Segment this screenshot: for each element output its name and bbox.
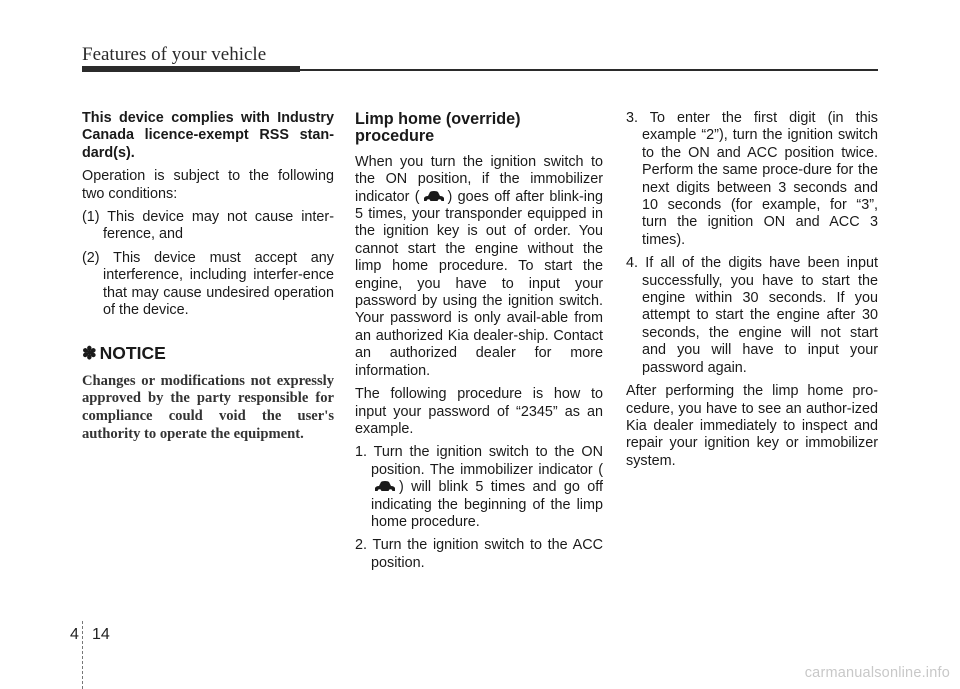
limp-home-intro [355,154,603,380]
step-1-text-a: 1. Turn the ignition switch to the ON position. The immobilizer indicator ( [355,444,603,478]
intro-text-a: When you turn the ignition switch to the ON position, if the immobilizer indicator ( [355,153,603,205]
condition-1: (1) This device may not cause inter-ference, and [82,209,334,243]
step-3: 3. To enter the first digit (in this example “2”), turn the ignition switch to the ON and ACC position twice. Perform the same proce-dure for the next digits between 3 seconds and 10 seconds (for example, for “3”, turn the ignition ON and ACC 3 times). [626,110,878,248]
conditions-intro: Operation is subject to the following two conditions: [82,168,334,202]
notice-text: Changes or modifications not expressly approved by the party responsible for compliance could void the user's authority to operate the equipment. [82,372,334,442]
after-procedure-text: After performing the limp home pro-cedure, you have to see an author-ized Kia dealer immediately to inspect and repair your ignition key or immobilizer system. [626,383,878,469]
footer-divider [82,621,85,689]
header-rule-thin [300,69,878,71]
header-rule-thick [82,66,300,72]
intro-text-b: ) goes off after blink-ing 5 times, your transponder equipped in the ignition key is out of order. You cannot start the engine without the limp home procedure. To start the engine, you have to input your password by using the ignition switch. Your password is only avail-able from an authorized Kia dealer-ship. Contact an authorized dealer for more information. [355,188,603,379]
compliance-statement: This device complies with Industry Canada licence-exempt RSS stan-dard(s). [82,110,334,161]
step-2: 2. Turn the ignition switch to the ACC position. [355,537,603,571]
car-key-indicator-icon [422,190,446,203]
step-4: 4. If all of the digits have been input successfully, you have to start the engine within 30 seconds. If you attempt to start the engine after 30 seconds, the engine will not start and you will have to input your password again. [626,255,878,376]
notice-star-icon: ✽ [82,343,97,364]
column-right [626,110,878,476]
condition-2: (2) This device must accept any interference, including interfer-ence that may cause undesired operation of the device. [82,249,334,319]
watermark-text[interactable]: carmanualsonline.info [804,665,950,681]
notice-heading [82,345,334,362]
procedure-intro: The following procedure is how to input your password of “2345” as an example. [355,386,603,437]
car-key-indicator-icon [373,480,397,493]
page-header-title: Features of your vehicle [82,44,267,65]
step-1-text-b: ) will blink 5 times and go off indicating the beginning of the limp home procedure. [371,479,603,530]
chapter-number: 4 [70,626,79,643]
page-number: 14 [92,626,110,643]
step-1 [355,444,603,531]
section-title-limp-home: Limp home (override) procedure [355,110,521,146]
column-left [82,110,334,443]
notice-label: NOTICE [99,343,166,364]
column-middle [355,111,603,578]
